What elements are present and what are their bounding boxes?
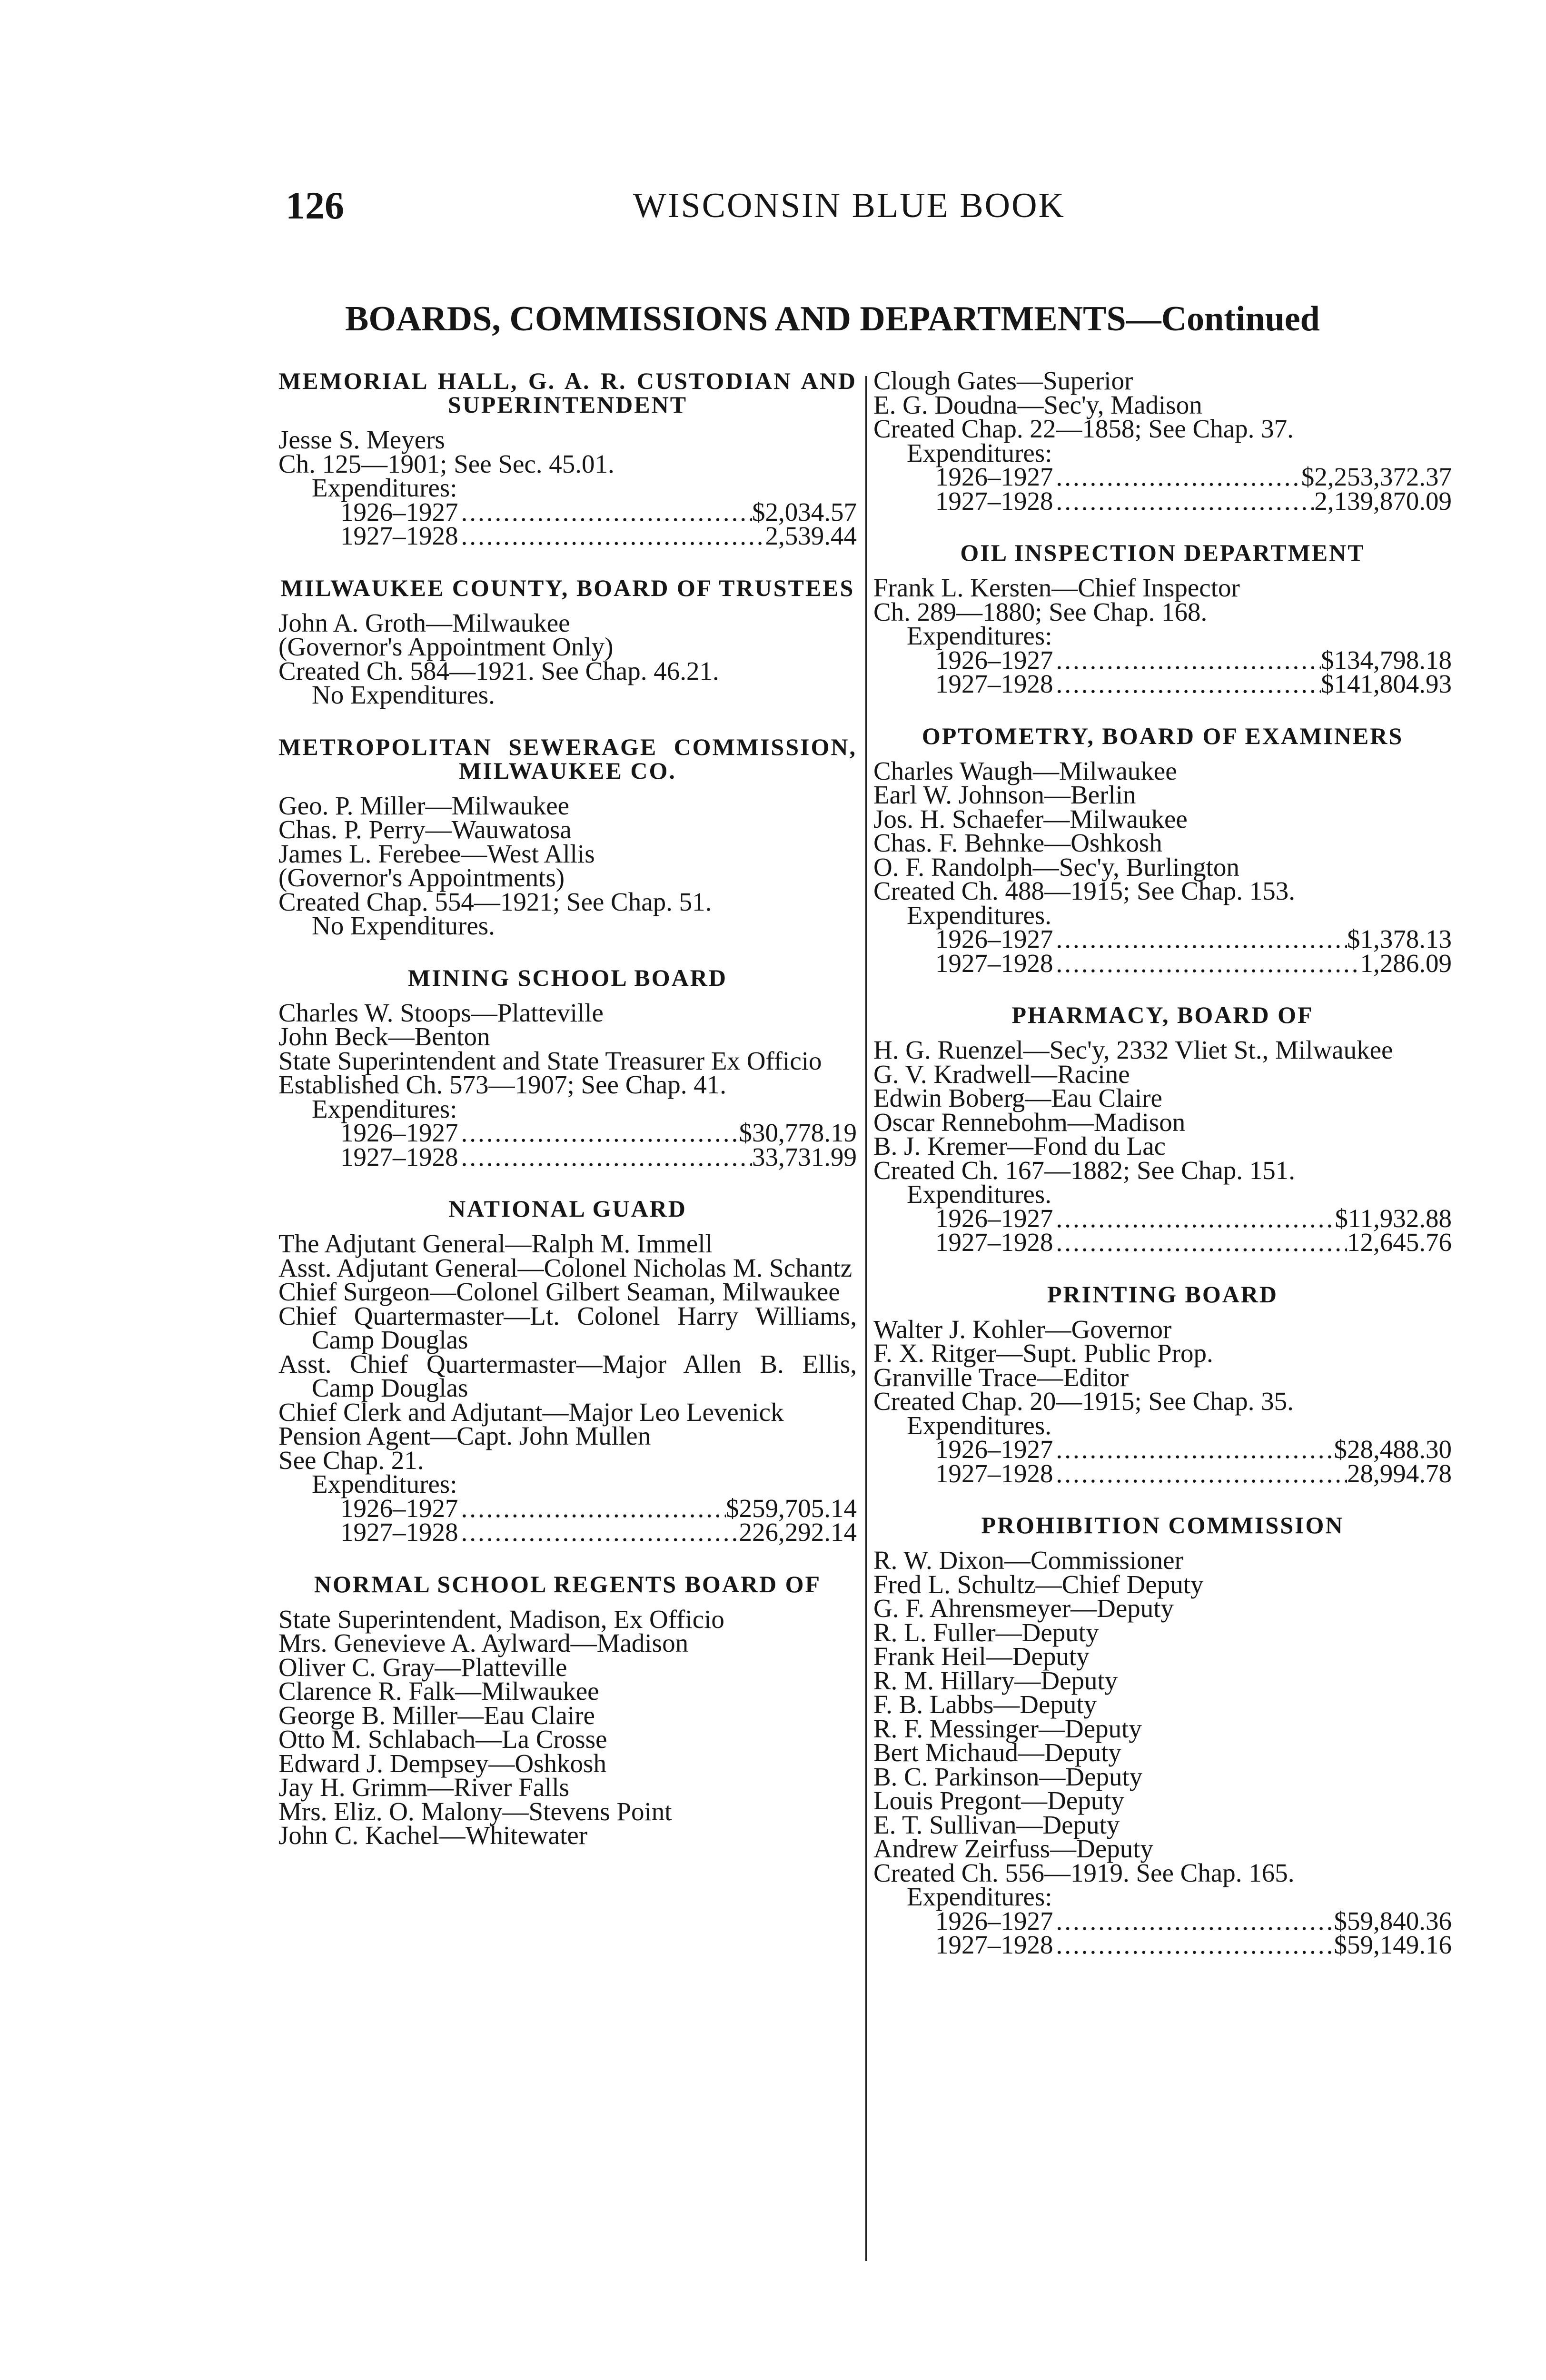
section xyxy=(873,1003,1452,1255)
entry-line: Charles W. Stoops—Platteville xyxy=(278,998,604,1027)
dot-leader xyxy=(458,524,765,548)
entry-line: B. C. Parkinson—Deputy xyxy=(873,1762,1143,1791)
expenditure-year: 1926–1927 xyxy=(340,497,458,526)
section xyxy=(278,369,857,548)
entry-line: Jay H. Grimm—River Falls xyxy=(278,1773,570,1802)
entry-line: H. G. Ruenzel—Sec'y, 2332 Vliet St., Milwaukee xyxy=(873,1035,1393,1064)
entry-line: Otto M. Schlabach—La Crosse xyxy=(278,1725,607,1754)
expenditure-row xyxy=(873,924,1452,953)
dot-leader xyxy=(1053,489,1315,514)
expenditure-year: 1926–1927 xyxy=(935,924,1053,953)
expenditure-year: 1927–1928 xyxy=(340,1517,458,1547)
expenditures-label: Expenditures. xyxy=(907,1410,1051,1440)
entry-line: (Governor's Appointments) xyxy=(278,863,565,892)
entry-line: E. T. Sullivan—Deputy xyxy=(873,1810,1120,1839)
entry-line: Louis Pregont—Deputy xyxy=(873,1786,1125,1815)
expenditure-year: 1926–1927 xyxy=(935,1906,1053,1935)
entry-line: See Chap. 21. xyxy=(278,1445,424,1475)
section xyxy=(873,1513,1452,1957)
entry-line: Chief Clerk and Adjutant—Major Leo Levenick xyxy=(278,1397,784,1427)
expenditure-row xyxy=(873,486,1452,516)
expenditure-year: 1927–1928 xyxy=(935,669,1053,698)
entry-line: R. W. Dixon—Commissioner xyxy=(873,1546,1183,1575)
entry-line: Created Ch. 584—1921. See Chap. 46.21. xyxy=(278,656,719,685)
expenditure-row xyxy=(873,669,1452,698)
expenditure-year: 1927–1928 xyxy=(935,948,1053,978)
entry-line: John Beck—Benton xyxy=(278,1022,490,1051)
expenditure-amount: 2,539.44 xyxy=(765,521,857,550)
expenditure-row xyxy=(278,1142,857,1171)
entry-line: Created Chap. 22—1858; See Chap. 37. xyxy=(873,414,1294,443)
expenditure-amount: $2,253,372.37 xyxy=(1301,462,1452,491)
entry-line: Created Chap. 554—1921; See Chap. 51. xyxy=(278,887,712,916)
section xyxy=(873,366,1452,516)
entry-line: (Governor's Appointment Only) xyxy=(278,632,614,661)
expenditure-year: 1926–1927 xyxy=(935,462,1053,491)
dot-leader xyxy=(1053,1909,1334,1934)
section xyxy=(873,1282,1452,1486)
entry-line: Created Ch. 488—1915; See Chap. 153. xyxy=(873,876,1295,905)
expenditure-year: 1927–1928 xyxy=(340,1142,458,1171)
expenditure-year: 1927–1928 xyxy=(935,486,1053,516)
entry-line: O. F. Randolph—Sec'y, Burlington xyxy=(873,852,1239,882)
expenditure-row xyxy=(278,1493,857,1523)
dot-leader xyxy=(1053,1933,1334,1957)
section xyxy=(278,1572,857,1848)
dot-leader xyxy=(458,500,753,525)
entry-line: Fred L. Schultz—Chief Deputy xyxy=(873,1569,1204,1599)
section-heading-main: BOARDS, COMMISSIONS AND DEPARTMENTS xyxy=(345,299,1126,338)
expenditure-year: 1927–1928 xyxy=(935,1930,1053,1959)
expenditure-row xyxy=(873,645,1452,674)
dot-leader xyxy=(1053,1438,1334,1462)
entry-line: Created Ch. 167—1882; See Chap. 151. xyxy=(873,1155,1295,1185)
entry-line: Edwin Boberg—Eau Claire xyxy=(873,1083,1162,1112)
expenditures-label: Expenditures: xyxy=(312,473,457,502)
expenditure-row xyxy=(873,1458,1452,1488)
page-number: 126 xyxy=(286,184,344,227)
section-heading xyxy=(345,299,1320,339)
entry-line: State Superintendent, Madison, Ex Officio xyxy=(278,1604,724,1634)
section-title: MEMORIAL HALL, G. A. R. CUSTODIAN AND SUPERINTENDENT xyxy=(278,367,857,418)
dot-leader xyxy=(1053,465,1301,489)
dot-leader xyxy=(1053,672,1321,696)
expenditure-amount: 33,731.99 xyxy=(752,1142,857,1171)
entry-line: R. M. Hillary—Deputy xyxy=(873,1666,1118,1695)
dot-leader xyxy=(458,1145,753,1170)
expenditure-year: 1926–1927 xyxy=(935,1203,1053,1233)
expenditure-amount: $141,804.93 xyxy=(1321,669,1452,698)
expenditure-amount: $59,840.36 xyxy=(1334,1906,1452,1935)
dot-leader xyxy=(1053,648,1321,673)
dot-leader xyxy=(1053,1207,1335,1231)
entry-line: Chief Quartermaster—Lt. Colonel Harry Williams, Camp Douglas xyxy=(278,1301,863,1354)
entry-line: Jos. H. Schaefer—Milwaukee xyxy=(873,804,1188,833)
section-title: PRINTING BOARD xyxy=(1047,1280,1278,1308)
entry-line: Pension Agent—Capt. John Mullen xyxy=(278,1421,651,1450)
entry-line: State Superintendent and State Treasurer Ex Officio xyxy=(278,1046,822,1075)
running-title: WISCONSIN BLUE BOOK xyxy=(633,186,1065,225)
expenditures-label: Expenditures: xyxy=(312,1094,457,1123)
entry-line: Frank Heil—Deputy xyxy=(873,1642,1090,1671)
section-title: PROHIBITION COMMISSION xyxy=(981,1512,1344,1538)
entry-line: Clarence R. Falk—Milwaukee xyxy=(278,1676,599,1706)
expenditure-year: 1926–1927 xyxy=(340,1493,458,1523)
entry-line: B. J. Kremer—Fond du Lac xyxy=(873,1131,1166,1160)
entry-line: Created Chap. 20—1915; See Chap. 35. xyxy=(873,1387,1294,1416)
no-expenditures: No Expenditures. xyxy=(312,680,495,709)
entry-line: E. G. Doudna—Sec'y, Madison xyxy=(873,390,1202,419)
expenditure-row xyxy=(873,1230,1452,1255)
section-title: MILWAUKEE COUNTY, BOARD OF TRUSTEES xyxy=(280,574,855,601)
entry-line: Ch. 125—1901; See Sec. 45.01. xyxy=(278,449,614,478)
expenditure-amount: 2,139,870.09 xyxy=(1314,486,1452,516)
section-title: OIL INSPECTION DEPARTMENT xyxy=(960,539,1365,566)
section xyxy=(278,576,857,707)
entry-line: F. X. Ritger—Supt. Public Prop. xyxy=(873,1339,1213,1368)
no-expenditures: No Expenditures. xyxy=(312,911,495,940)
expenditure-amount: $59,149.16 xyxy=(1334,1930,1452,1959)
expenditure-amount: 12,645.76 xyxy=(1347,1228,1452,1257)
entry-line: Established Ch. 573—1907; See Chap. 41. xyxy=(278,1070,727,1099)
expenditure-amount: 28,994.78 xyxy=(1347,1458,1452,1488)
right-column xyxy=(873,366,1452,1985)
expenditure-amount: $28,488.30 xyxy=(1334,1435,1452,1464)
expenditure-amount: $30,778.19 xyxy=(739,1118,857,1147)
entry-line: F. B. Labbs—Deputy xyxy=(873,1690,1097,1719)
entry-line: Chas. P. Perry—Wauwatosa xyxy=(278,815,572,844)
expenditure-row xyxy=(873,948,1452,978)
section xyxy=(278,1195,863,1547)
entry-line: G. F. Ahrensmeyer—Deputy xyxy=(873,1594,1174,1623)
entry-line: Oscar Rennebohm—Madison xyxy=(873,1107,1186,1137)
entry-line: Edward J. Dempsey—Oshkosh xyxy=(278,1748,606,1778)
expenditure-amount: $134,798.18 xyxy=(1321,645,1452,674)
section-title: METROPOLITAN SEWERAGE COMMISSION, MILWAUKEE CO. xyxy=(278,733,857,784)
dot-leader xyxy=(1053,1230,1348,1255)
expenditure-amount: $2,034.57 xyxy=(752,497,857,526)
entry-line: John C. Kachel—Whitewater xyxy=(278,1821,588,1850)
section-title: NATIONAL GUARD xyxy=(448,1195,687,1222)
section xyxy=(873,724,1452,976)
dot-leader xyxy=(458,1497,726,1521)
section-title: NORMAL SCHOOL REGENTS BOARD OF xyxy=(314,1570,822,1597)
entry-line: Mrs. Genevieve A. Aylward—Madison xyxy=(278,1628,689,1657)
expenditure-amount: $259,705.14 xyxy=(726,1493,857,1523)
expenditure-year: 1926–1927 xyxy=(935,1435,1053,1464)
section-title: PHARMACY, BOARD OF xyxy=(1011,1002,1314,1028)
expenditures-label: Expenditures: xyxy=(907,438,1052,467)
entry-line: Asst. Chief Quartermaster—Major Allen B. Ellis, Camp Douglas xyxy=(278,1349,863,1402)
expenditure-amount: 1,286.09 xyxy=(1360,948,1452,978)
entry-line: Charles Waugh—Milwaukee xyxy=(873,756,1177,785)
entry-line: Asst. Adjutant General—Colonel Nicholas M. Schantz xyxy=(278,1253,852,1282)
expenditure-amount: $11,932.88 xyxy=(1335,1203,1452,1233)
entry-line: George B. Miller—Eau Claire xyxy=(278,1700,595,1730)
expenditures-label: Expenditures. xyxy=(907,1180,1051,1209)
dot-leader xyxy=(1053,927,1348,952)
section xyxy=(873,541,1452,696)
expenditure-year: 1926–1927 xyxy=(935,645,1053,674)
entry-line: Bert Michaud—Deputy xyxy=(873,1738,1121,1767)
expenditure-amount: 226,292.14 xyxy=(739,1517,857,1547)
dot-leader xyxy=(1053,952,1360,976)
left-column xyxy=(278,367,863,1875)
entry-line: Jesse S. Meyers xyxy=(278,425,445,454)
entry-line: Chas. F. Behnke—Oshkosh xyxy=(873,828,1162,857)
dot-leader xyxy=(458,1121,739,1145)
expenditure-amount: $1,378.13 xyxy=(1347,924,1452,953)
expenditures-label: Expenditures: xyxy=(312,1469,457,1498)
expenditures-label: Expenditures: xyxy=(907,621,1052,650)
section xyxy=(278,735,857,938)
entry-line: John A. Groth—Milwaukee xyxy=(278,608,570,637)
entry-line: G. V. Kradwell—Racine xyxy=(873,1059,1130,1089)
entry-line: Mrs. Eliz. O. Malony—Stevens Point xyxy=(278,1796,672,1826)
section-title: OPTOMETRY, BOARD OF EXAMINERS xyxy=(922,722,1404,749)
expenditure-year: 1926–1927 xyxy=(340,1118,458,1147)
entry-line: Geo. P. Miller—Milwaukee xyxy=(278,791,570,820)
expenditure-row xyxy=(873,1203,1452,1233)
entry-line: Chief Surgeon—Colonel Gilbert Seaman, Milwaukee xyxy=(278,1277,840,1306)
entry-line: Andrew Zeirfuss—Deputy xyxy=(873,1834,1154,1863)
entry-line: Earl W. Johnson—Berlin xyxy=(873,780,1136,809)
entry-line: Walter J. Kohler—Governor xyxy=(873,1314,1172,1344)
expenditure-row xyxy=(278,1517,857,1547)
entry-line: Created Ch. 556—1919. See Chap. 165. xyxy=(873,1858,1295,1887)
expenditures-label: Expenditures. xyxy=(907,900,1051,930)
entry-line: Frank L. Kersten—Chief Inspector xyxy=(873,573,1240,602)
expenditure-row xyxy=(873,1906,1452,1935)
entry-line: Clough Gates—Superior xyxy=(873,366,1133,395)
expenditure-year: 1927–1928 xyxy=(340,521,458,550)
entry-line: The Adjutant General—Ralph M. Immell xyxy=(278,1229,713,1258)
entry-line: Oliver C. Gray—Platteville xyxy=(278,1652,567,1682)
column-divider xyxy=(865,376,867,2261)
section xyxy=(278,966,857,1170)
expenditure-row xyxy=(278,521,857,550)
entry-line: R. F. Messinger—Deputy xyxy=(873,1714,1142,1743)
entry-line: James L. Ferebee—West Allis xyxy=(278,839,595,868)
entry-line: Ch. 289—1880; See Chap. 168. xyxy=(873,597,1208,626)
expenditure-row xyxy=(278,497,857,526)
expenditures-label: Expenditures: xyxy=(907,1882,1052,1911)
expenditure-row xyxy=(873,462,1452,491)
dot-leader xyxy=(458,1520,739,1545)
expenditure-year: 1927–1928 xyxy=(935,1458,1053,1488)
page-header xyxy=(286,183,1095,236)
expenditure-year: 1927–1928 xyxy=(935,1228,1053,1257)
section-title: MINING SCHOOL BOARD xyxy=(408,964,727,991)
entry-line: R. L. Fuller—Deputy xyxy=(873,1617,1099,1647)
section-heading-suffix: —Continued xyxy=(1126,299,1320,338)
expenditure-row xyxy=(278,1118,857,1147)
expenditure-row xyxy=(873,1435,1452,1464)
expenditure-row xyxy=(873,1930,1452,1959)
dot-leader xyxy=(1053,1462,1348,1486)
entry-line: Granville Trace—Editor xyxy=(873,1362,1129,1392)
